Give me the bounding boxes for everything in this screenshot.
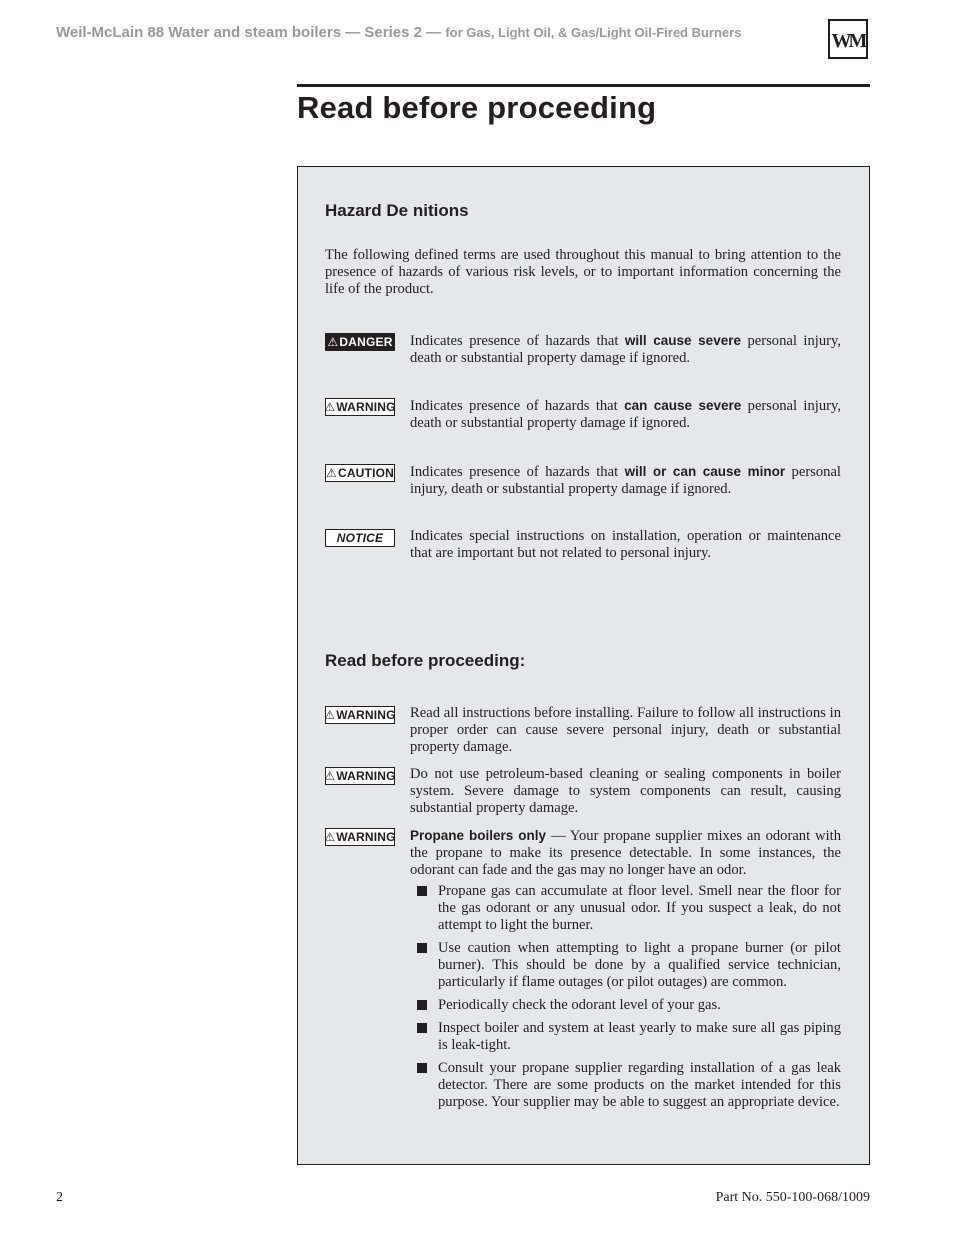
warning-badge bbox=[325, 706, 395, 724]
alert-triangle-icon: ⚠ bbox=[325, 466, 337, 480]
list-item: Propane gas can accumulate at floor level. Smell near the floor for the gas odorant or any unusual odor. If you suspect a leak, do not attempt to light the burner. bbox=[410, 883, 841, 934]
bullet-square-icon bbox=[417, 1023, 427, 1033]
read-before-proceeding-heading: Read before proceeding: bbox=[325, 651, 526, 670]
warning-read-text: Read all instructions before installing. Failure to follow all instructions in proper order can cause severe personal injury, death or substantial property damage. bbox=[410, 705, 841, 755]
alert-triangle-icon: ⚠ bbox=[324, 708, 336, 722]
list-item: Consult your propane supplier regarding installation of a gas leak detector. There are some products on the market intended for this purpose. Your supplier may be able to suggest an appropriate device. bbox=[410, 1060, 841, 1111]
weil-mclain-logo bbox=[828, 19, 868, 59]
page-title: Read before proceeding bbox=[297, 90, 657, 125]
svg-text:WM: WM bbox=[831, 30, 865, 52]
danger-badge-label: DANGER bbox=[339, 335, 393, 349]
header-title bbox=[56, 24, 816, 41]
warning-badge-label: WARNING bbox=[336, 400, 396, 414]
warning-badge bbox=[325, 398, 395, 416]
list-item: Inspect boiler and system at least yearly to make sure all gas piping is leak-tight. bbox=[410, 1020, 841, 1054]
danger-text: Indicates presence of hazards that will cause severe personal injury, death or substantial property damage if ignored. bbox=[410, 333, 841, 366]
part-number: Part No. 550-100-068/1009 bbox=[715, 1190, 870, 1205]
warning-petroleum-text: Do not use petroleum-based cleaning or sealing components in boiler system. Severe damage to system components can result, causing substantial property damage. bbox=[410, 766, 841, 816]
danger-badge bbox=[325, 333, 395, 351]
alert-triangle-icon: ⚠ bbox=[324, 830, 336, 844]
notice-text: Indicates special instructions on installation, operation or maintenance that are important but not related to personal injury. bbox=[410, 528, 841, 561]
header-title-sub: for Gas, Light Oil, & Gas/Light Oil-Fired Burners bbox=[445, 25, 742, 40]
notice-badge bbox=[325, 529, 395, 547]
alert-triangle-icon: ⚠ bbox=[324, 400, 336, 414]
caution-badge-label: CAUTION bbox=[337, 466, 395, 480]
notice-badge-label: NOTICE bbox=[336, 531, 384, 545]
list-item: Periodically check the odorant level of your gas. bbox=[410, 997, 841, 1014]
warning-badge-label: WARNING bbox=[336, 769, 396, 783]
warning-text: Indicates presence of hazards that can cause severe personal injury, death or substantial property damage if ignored. bbox=[410, 398, 841, 431]
logo-mark-icon bbox=[830, 21, 866, 57]
propane-bullet-list bbox=[410, 883, 841, 1117]
caution-text: Indicates presence of hazards that will or can cause minor personal injury, death or substantial property damage if ignored. bbox=[410, 464, 841, 497]
hazard-panel bbox=[297, 166, 870, 1165]
list-item: Use caution when attempting to light a propane burner (or pilot burner). This should be done by a qualified service technician, particularly if flame outages (or pilot outages) are common. bbox=[410, 940, 841, 991]
bullet-square-icon bbox=[417, 886, 427, 896]
bullet-square-icon bbox=[417, 1000, 427, 1010]
header-title-main: Weil-McLain 88 Water and steam boilers — Series 2 — bbox=[56, 24, 442, 41]
bullet-square-icon bbox=[417, 1063, 427, 1073]
bullet-square-icon bbox=[417, 943, 427, 953]
warning-badge bbox=[325, 767, 395, 785]
warning-badge-label: WARNING bbox=[336, 830, 396, 844]
page-number: 2 bbox=[56, 1190, 63, 1205]
alert-triangle-icon: ⚠ bbox=[327, 335, 339, 349]
caution-badge bbox=[325, 464, 395, 482]
hazard-intro: The following defined terms are used throughout this manual to bring attention to the presence of hazards of various risk levels, or to important information concerning the life of the product. bbox=[325, 247, 841, 297]
warning-badge-label: WARNING bbox=[336, 708, 396, 722]
hazard-definitions-heading: Hazard De nitions bbox=[325, 201, 469, 220]
alert-triangle-icon: ⚠ bbox=[324, 769, 336, 783]
title-rule bbox=[297, 84, 870, 87]
warning-badge bbox=[325, 828, 395, 846]
warning-propane-text: Propane boilers only — Your propane supplier mixes an odorant with the propane to make its presence detectable. In some instances, the odorant can fade and the gas may no longer have an odor. bbox=[410, 828, 842, 878]
